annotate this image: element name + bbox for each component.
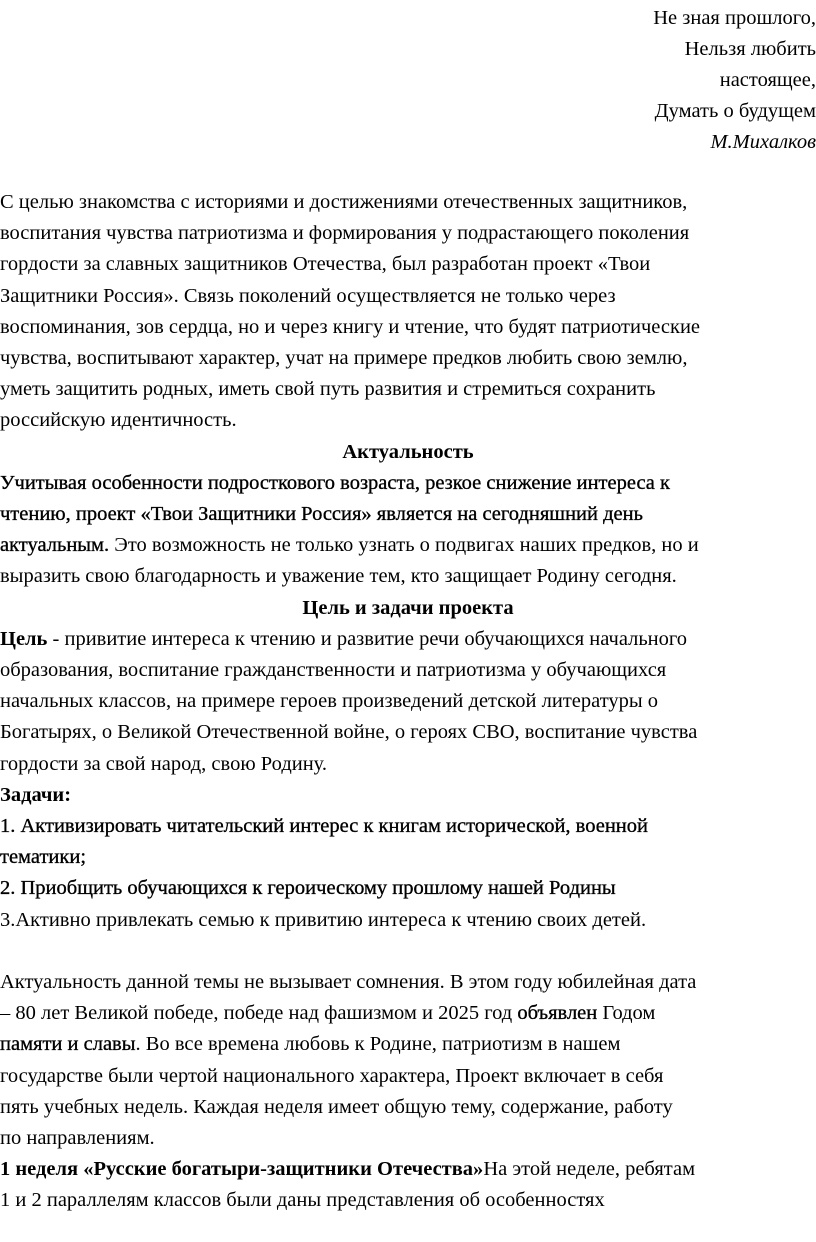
document-body (0, 187, 816, 1217)
goal-label: Цель (0, 627, 48, 650)
text-line: выразить свою благодарность и уважение тем, кто защищает Родину сегодня. (0, 565, 677, 588)
text-line: воспитания чувства патриотизма и формирования у подрастающего поколения (0, 222, 690, 245)
text-line: С целью знакомства с историями и достижениями отечественных защитников, (0, 191, 688, 213)
task-item: 1. Активизировать читательский интерес к книгам исторической, военной (0, 815, 648, 838)
text-emphasis: актуальным. (0, 534, 110, 557)
text-line (0, 1185, 816, 1216)
text-line: пять учебных недель. Каждая неделя имеет общую тему, содержание, работу (0, 1095, 673, 1118)
goal-paragraph (0, 624, 816, 780)
text-line: начальных классов, на примере героев произведений детской литературы о (0, 690, 659, 713)
task-item: 2. Приобщить обучающихся к героическому прошлому нашей Родины (0, 877, 616, 900)
epigraph-line: Не зная прошлого, (653, 7, 816, 29)
text-line (0, 624, 816, 655)
section-heading-relevance: Актуальность (342, 440, 474, 463)
text-line: уметь защитить родных, иметь свой путь развития и стремиться сохранить (0, 378, 656, 401)
text-run: 1 и 2 параллелям классов были даны (0, 1189, 327, 1212)
week1-paragraph (0, 1154, 816, 1216)
text-run: Это возможность не только узнать о подвигах наших предков, но и (109, 534, 699, 557)
epigraph (653, 3, 816, 158)
text-line: воспоминания, зов сердца, но и через книгу и чтение, что будят патриотические (0, 315, 701, 338)
text-line (0, 998, 816, 1029)
text-line (0, 1154, 816, 1185)
text-line: Защитники Россия». Связь поколений осуществляется не только через (0, 284, 616, 307)
text-emphasis: объявлен (517, 1002, 598, 1025)
text-line: Богатырях, о Великой Отечественной войне, о героях СВО, воспитание чувства (0, 721, 698, 744)
text-run: - привитие интереса к чтению и развитие речи обучающихся начального (47, 627, 688, 650)
text-line: чтению, проект «Твои Защитники Россия» является на сегодняшний день (0, 503, 643, 526)
text-line: государстве были чертой национального характера, Проект включает в себя (0, 1064, 664, 1087)
task-item: 3.Активно привлекать семью к привитию интереса к чтению своих детей. (0, 908, 647, 931)
text-line: российскую идентичность. (0, 409, 237, 432)
epigraph-line: Нельзя любить (684, 38, 816, 60)
task-item-continuation: тематики; (0, 846, 87, 869)
text-run: На этой неделе, ребятам (483, 1158, 696, 1181)
text-line: Учитывая особенности подросткового возраста, резкое снижение интереса к (0, 471, 670, 494)
week1-title: 1 неделя «Русские богатыри-защитники Отечества» (0, 1158, 484, 1181)
relevance-paragraph (0, 468, 816, 593)
blank-line (0, 936, 816, 967)
epigraph-line: настоящее, (719, 69, 816, 91)
tasks-list (0, 811, 816, 936)
epigraph-line: Думать о будущем (654, 100, 816, 122)
text-run: Годом (597, 1002, 656, 1025)
intro-paragraph (0, 187, 816, 437)
text-line: по направлениям. (0, 1127, 155, 1150)
text-line: образования, воспитание гражданственности и патриотизма у обучающихся (0, 659, 667, 682)
text-line: Актуальность данной темы не вызывает сомнения. В этом году юбилейная дата (0, 971, 697, 994)
epigraph-author: М.Михалков (710, 131, 816, 153)
text-run: представления об особенностях (326, 1189, 605, 1212)
text-emphasis: памяти и славы (0, 1033, 136, 1056)
text-line: чувства, воспитывают характер, учат на примере предков любить свою землю, (0, 347, 688, 370)
text-line: гордости за свой народ, свою Родину. (0, 752, 328, 775)
text-line: гордости за славных защитников Отечества, был разработан проект «Твои (0, 253, 651, 276)
text-run: . Во все времена любовь к Родине, патриотизм в нашем (135, 1033, 621, 1056)
section-heading-goals: Цель и задачи проекта (302, 596, 514, 619)
text-line (0, 1029, 816, 1060)
topic-paragraph (0, 967, 816, 1154)
text-run: – 80 лет Великой победе, победе над фашизмом и 2025 год (0, 1002, 518, 1025)
tasks-label: Задачи: (0, 783, 72, 806)
text-line (0, 530, 816, 561)
